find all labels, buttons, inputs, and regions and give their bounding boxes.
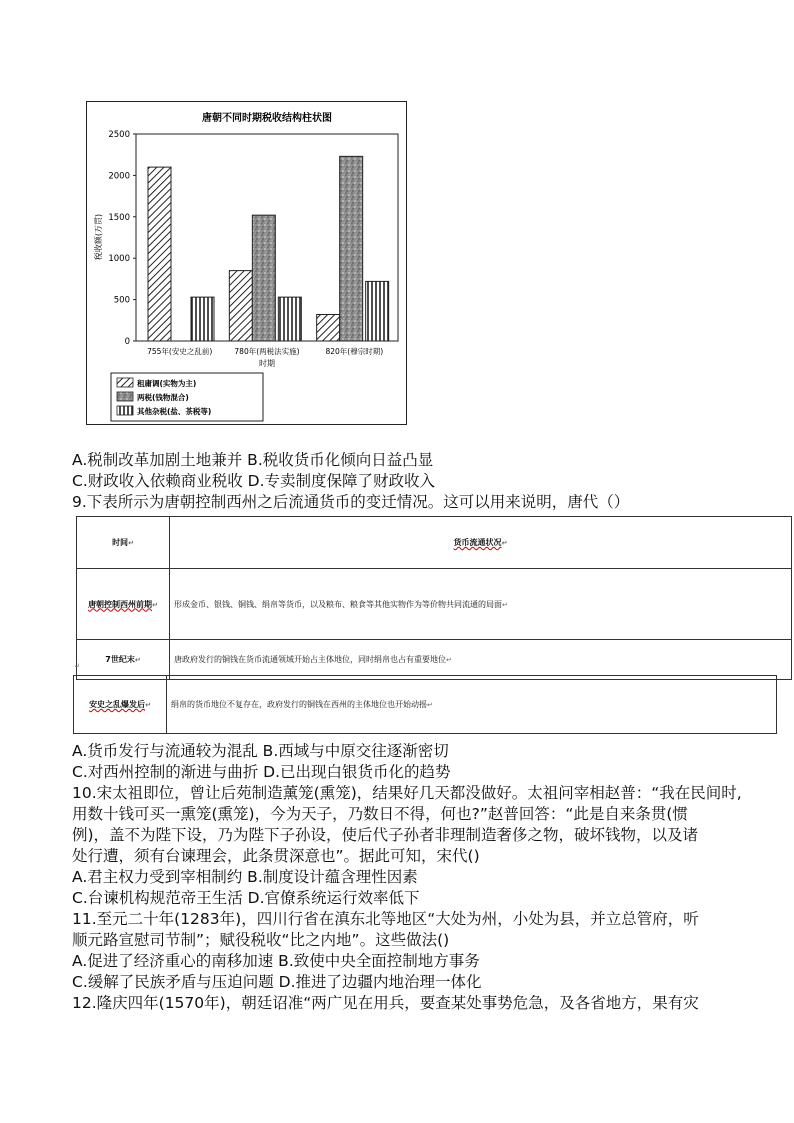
- y-tick-label: 1500: [108, 212, 130, 223]
- q9-stem: 9.下表所示为唐朝控制西州之后流通货币的变迁情况。这可以用来说明，唐代（）: [72, 493, 630, 511]
- y-tick-label: 0: [124, 337, 130, 347]
- legend-swatch: [117, 406, 133, 415]
- table-row: [77, 569, 792, 640]
- header-time: [77, 517, 170, 569]
- paragraph-mark: ↵: [152, 600, 158, 609]
- bar: [229, 271, 252, 341]
- legend-label: 两税(钱物混合): [137, 393, 189, 402]
- y-tick-label: 2000: [108, 171, 130, 182]
- bar: [340, 156, 363, 341]
- paragraph-mark: ↵: [74, 662, 80, 670]
- q9-options-line-1: A.货币发行与流通较为混乱 B.西域与中原交往逐渐密切: [72, 742, 449, 760]
- bar: [252, 215, 275, 341]
- paragraph-mark: ↵: [502, 600, 508, 609]
- row-status: [170, 640, 792, 680]
- q11-line-1: 11.至元二十年(1283年)，四川行省在滇东北等地区“大处为州，小处为县，并立总管府，听: [72, 910, 699, 928]
- header-status-text: 货币流通状况: [453, 538, 502, 547]
- y-tick-label: 1000: [108, 254, 130, 265]
- legend-swatch: [117, 378, 133, 387]
- q9-options-line-2: C.对西州控制的渐进与曲折 D.已出现白银货币化的趋势: [72, 763, 451, 781]
- header-time-text: 时间: [112, 538, 129, 547]
- paragraph-mark: ↵: [446, 656, 452, 664]
- row-time: [77, 640, 170, 680]
- row-time-text: 安史之乱爆发后: [89, 700, 146, 709]
- q10-options-line-2: C.台谏机构规范帝王生活 D.官僚系统运行效率低下: [72, 889, 420, 907]
- y-tick-label: 2500: [108, 130, 130, 140]
- q10-line-2: 用数十钱可买一熏笼(熏笼)，今为天子，乃数日不得，何也?”赵普回答：“此是自来条贯(惯: [72, 805, 688, 823]
- currency-table: [76, 516, 792, 680]
- chart-svg: [87, 102, 406, 424]
- q8-options-line-2: C.财政收入依赖商业税收 D.专卖制度保障了财政收入: [72, 472, 436, 490]
- x-tick-label: 820年(穆宗时期): [325, 347, 384, 356]
- row-time-text: 唐朝控制西州前期: [88, 599, 153, 609]
- y-axis-label: 税收额(万贯): [94, 213, 103, 261]
- q10-line-3: 例)，盖不为陛下设，乃为陛下子孙设，使后代子孙者非理制造奢侈之物，破坏钱物，以及诸: [72, 826, 699, 844]
- legend-label: 其他杂税(盐、茶税等): [137, 407, 212, 416]
- q11-line-2: 顺元路宣慰司节制”；赋役税收“比之内地”。这些做法(): [72, 931, 450, 949]
- paragraph-mark: ↵: [501, 539, 508, 547]
- paragraph-mark: ↵: [128, 539, 134, 547]
- q12-line-1: 12.隆庆四年(1570年)，朝廷诏准“两广见在用兵，要查某处事势危急，及各省地方，果有灾: [72, 994, 699, 1012]
- q10-options-line-1: A.君主权力受到宰相制约 B.制度设计蕴含理性因素: [72, 868, 418, 886]
- row-time: [77, 569, 170, 640]
- row-status-text: 绢帛的货币地位不复存在，政府发行的铜钱在西州的主体地位也开始动摇: [171, 700, 427, 709]
- paragraph-mark: ↵: [427, 701, 433, 709]
- currency-table-continued: [73, 675, 777, 734]
- q8-options-line-1: A.税制改革加剧土地兼并 B.税收货币化倾向日益凸显: [72, 451, 434, 469]
- paragraph-mark: ↵: [145, 701, 151, 709]
- q10-line-1: 10.宋太祖即位，曾让后苑制造薰笼(熏笼)，结果好几天都没做好。太祖问宰相赵普：“我在民间时,: [72, 784, 742, 802]
- x-axis-label: 时期: [259, 359, 275, 368]
- q10-line-4: 处行遭，须有台谏理会，此条贯深意也”。据此可知，宋代(): [72, 847, 480, 865]
- table-row: [77, 640, 792, 680]
- chart-title: 唐朝不同时期税收结构柱状图: [202, 113, 332, 124]
- q11-options-line-1: A.促进了经济重心的南移加速 B.致使中央全面控制地方事务: [72, 952, 480, 970]
- tax-structure-chart: [86, 101, 407, 425]
- x-tick-label: 755年(安史之乱前): [147, 347, 213, 356]
- y-tick-label: 500: [113, 295, 130, 306]
- row-time-text: 7世纪末: [105, 655, 135, 664]
- table-header-row: [77, 517, 792, 569]
- row-status-text: 唐政府发行的铜钱在货币流通领域开始占主体地位，同时绢帛也占有重要地位: [174, 655, 446, 664]
- row-status-text: 形成金币、银钱、铜钱、绢帛等货币，以及粮布、粮食等其他实物作为等价物共同流通的局面: [174, 599, 502, 609]
- header-status: [170, 517, 792, 569]
- bar: [317, 315, 340, 341]
- bar: [278, 297, 301, 341]
- x-tick-label: 780年(两税法实施): [234, 347, 300, 356]
- row-status: [167, 676, 777, 734]
- legend-swatch: [117, 392, 133, 401]
- bar: [191, 297, 214, 341]
- paragraph-mark: ↵: [134, 656, 141, 664]
- legend-label: 租庸调(实物为主): [137, 379, 197, 388]
- row-status: [170, 569, 792, 640]
- q11-options-line-2: C.缓解了民族矛盾与压迫问题 D.推进了边疆内地治理一体化: [72, 973, 482, 991]
- bar: [366, 281, 389, 341]
- row-time: [74, 676, 167, 734]
- bar: [148, 167, 171, 341]
- table-row: [74, 676, 777, 734]
